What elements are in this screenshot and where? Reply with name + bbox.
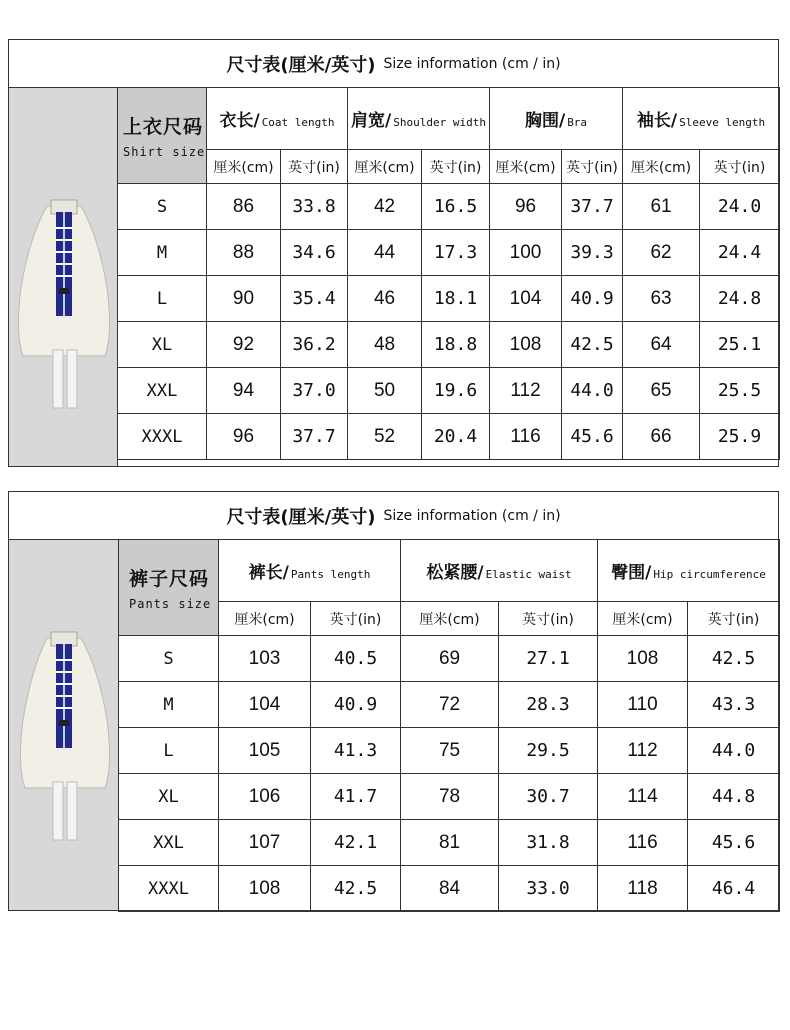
value-in: 31.8: [499, 820, 598, 866]
value-in: 16.5: [422, 184, 490, 230]
cloak-costume-photo-icon: [9, 540, 118, 910]
unit-in: 英寸(in): [700, 150, 780, 184]
value-in: 18.1: [422, 276, 490, 322]
value-in: 40.9: [311, 682, 401, 728]
value-in: 35.4: [281, 276, 348, 322]
value-cm: 108: [598, 636, 688, 682]
col-header-coat-length: 衣长/ Coat length: [207, 88, 348, 150]
size-label: L: [119, 728, 219, 774]
size-label: S: [118, 184, 207, 230]
value-cm: 118: [598, 866, 688, 912]
value-cm: 107: [219, 820, 311, 866]
table-row: [119, 682, 780, 728]
costume-photo-column: [9, 540, 119, 910]
unit-cm: 厘米(cm): [623, 150, 700, 184]
value-in: 44.8: [688, 774, 780, 820]
col-header-bra: 胸围/ Bra: [490, 88, 623, 150]
value-in: 24.8: [700, 276, 780, 322]
unit-cm: 厘米(cm): [598, 602, 688, 636]
pants-size-header: [119, 540, 219, 636]
value-in: 42.5: [562, 322, 623, 368]
col-header-sleeve-length: 袖长/ Sleeve length: [623, 88, 780, 150]
value-cm: 84: [401, 866, 499, 912]
shirt-size-table: [117, 87, 780, 460]
size-label: XXL: [118, 368, 207, 414]
value-cm: 44: [348, 230, 422, 276]
value-in: 25.5: [700, 368, 780, 414]
unit-in: 英寸(in): [311, 602, 401, 636]
title-en: Size information (cm / in): [383, 507, 561, 524]
value-cm: 94: [207, 368, 281, 414]
title-en: Size information (cm / in): [383, 55, 561, 72]
value-in: 33.0: [499, 866, 598, 912]
value-cm: 104: [490, 276, 562, 322]
value-in: 41.7: [311, 774, 401, 820]
value-in: 39.3: [562, 230, 623, 276]
value-cm: 108: [490, 322, 562, 368]
value-cm: 92: [207, 322, 281, 368]
value-in: 42.5: [688, 636, 780, 682]
value-in: 41.3: [311, 728, 401, 774]
value-in: 37.0: [281, 368, 348, 414]
table-row: [119, 728, 780, 774]
size-label: M: [119, 682, 219, 728]
value-cm: 108: [219, 866, 311, 912]
table-row: [118, 276, 780, 322]
value-cm: 96: [207, 414, 281, 460]
value-cm: 90: [207, 276, 281, 322]
costume-photo-column: [9, 88, 118, 466]
value-cm: 100: [490, 230, 562, 276]
value-cm: 46: [348, 276, 422, 322]
value-cm: 114: [598, 774, 688, 820]
value-in: 37.7: [562, 184, 623, 230]
table-row: [118, 368, 780, 414]
shirt-size-chart: [8, 39, 779, 467]
value-in: 42.1: [311, 820, 401, 866]
table-row: [119, 774, 780, 820]
value-in: 19.6: [422, 368, 490, 414]
unit-cm: 厘米(cm): [490, 150, 562, 184]
value-in: 30.7: [499, 774, 598, 820]
value-in: 46.4: [688, 866, 780, 912]
size-label: XXXL: [118, 414, 207, 460]
value-in: 36.2: [281, 322, 348, 368]
value-cm: 86: [207, 184, 281, 230]
value-cm: 48: [348, 322, 422, 368]
value-cm: 110: [598, 682, 688, 728]
col-header-shoulder-width: 肩宽/ Shoulder width: [348, 88, 490, 150]
value-cm: 69: [401, 636, 499, 682]
table-row: [119, 820, 780, 866]
pants-chart-title: [9, 492, 778, 540]
value-cm: 42: [348, 184, 422, 230]
value-in: 45.6: [688, 820, 780, 866]
col-header-hip-circumference: 臀围/ Hip circumference: [598, 540, 780, 602]
value-cm: 65: [623, 368, 700, 414]
value-cm: 104: [219, 682, 311, 728]
table-row: [119, 636, 780, 682]
size-label: M: [118, 230, 207, 276]
value-in: 27.1: [499, 636, 598, 682]
table-row: [119, 866, 780, 912]
unit-in: 英寸(in): [499, 602, 598, 636]
unit-in: 英寸(in): [422, 150, 490, 184]
pants-size-table: [118, 539, 780, 912]
value-in: 44.0: [688, 728, 780, 774]
value-cm: 103: [219, 636, 311, 682]
value-cm: 116: [490, 414, 562, 460]
value-cm: 75: [401, 728, 499, 774]
value-cm: 78: [401, 774, 499, 820]
col-header-elastic-waist: 松紧腰/ Elastic waist: [401, 540, 598, 602]
value-in: 42.5: [311, 866, 401, 912]
table-row: [118, 184, 780, 230]
corner-zh: 裤子尺码: [129, 568, 210, 590]
value-cm: 52: [348, 414, 422, 460]
value-in: 24.4: [700, 230, 780, 276]
value-cm: 62: [623, 230, 700, 276]
value-in: 45.6: [562, 414, 623, 460]
corner-zh: 上衣尺码: [123, 116, 204, 138]
value-cm: 64: [623, 322, 700, 368]
corner-en: Shirt size: [123, 145, 206, 159]
value-in: 33.8: [281, 184, 348, 230]
value-cm: 96: [490, 184, 562, 230]
value-cm: 66: [623, 414, 700, 460]
unit-in: 英寸(in): [562, 150, 623, 184]
pants-size-chart: [8, 491, 779, 911]
value-in: 40.9: [562, 276, 623, 322]
unit-cm: 厘米(cm): [348, 150, 422, 184]
shirt-size-header: [118, 88, 207, 184]
value-in: 20.4: [422, 414, 490, 460]
unit-row: [119, 602, 780, 636]
unit-row: [118, 150, 780, 184]
value-in: 37.7: [281, 414, 348, 460]
table-row: [118, 414, 780, 460]
value-in: 34.6: [281, 230, 348, 276]
unit-in: 英寸(in): [281, 150, 348, 184]
value-cm: 88: [207, 230, 281, 276]
value-in: 29.5: [499, 728, 598, 774]
value-in: 17.3: [422, 230, 490, 276]
unit-cm: 厘米(cm): [219, 602, 311, 636]
col-header-pants-length: 裤长/ Pants length: [219, 540, 401, 602]
value-cm: 116: [598, 820, 688, 866]
unit-in: 英寸(in): [688, 602, 780, 636]
value-in: 18.8: [422, 322, 490, 368]
value-cm: 63: [623, 276, 700, 322]
value-in: 43.3: [688, 682, 780, 728]
cloak-costume-photo-icon: [9, 88, 117, 466]
title-zh: 尺寸表(厘米/英寸): [226, 506, 376, 528]
title-zh: 尺寸表(厘米/英寸): [226, 54, 376, 76]
value-in: 44.0: [562, 368, 623, 414]
size-label: XXXL: [119, 866, 219, 912]
value-cm: 112: [490, 368, 562, 414]
value-cm: 61: [623, 184, 700, 230]
value-cm: 81: [401, 820, 499, 866]
value-in: 25.1: [700, 322, 780, 368]
value-cm: 72: [401, 682, 499, 728]
value-cm: 105: [219, 728, 311, 774]
shirt-chart-title: [9, 40, 778, 88]
value-in: 25.9: [700, 414, 780, 460]
value-cm: 50: [348, 368, 422, 414]
value-in: 28.3: [499, 682, 598, 728]
value-cm: 106: [219, 774, 311, 820]
size-label: XL: [118, 322, 207, 368]
size-label: S: [119, 636, 219, 682]
value-in: 40.5: [311, 636, 401, 682]
size-label: XL: [119, 774, 219, 820]
size-label: L: [118, 276, 207, 322]
table-row: [118, 230, 780, 276]
unit-cm: 厘米(cm): [401, 602, 499, 636]
size-label: XXL: [119, 820, 219, 866]
unit-cm: 厘米(cm): [207, 150, 281, 184]
corner-en: Pants size: [129, 597, 212, 611]
table-row: [118, 322, 780, 368]
value-cm: 112: [598, 728, 688, 774]
value-in: 24.0: [700, 184, 780, 230]
